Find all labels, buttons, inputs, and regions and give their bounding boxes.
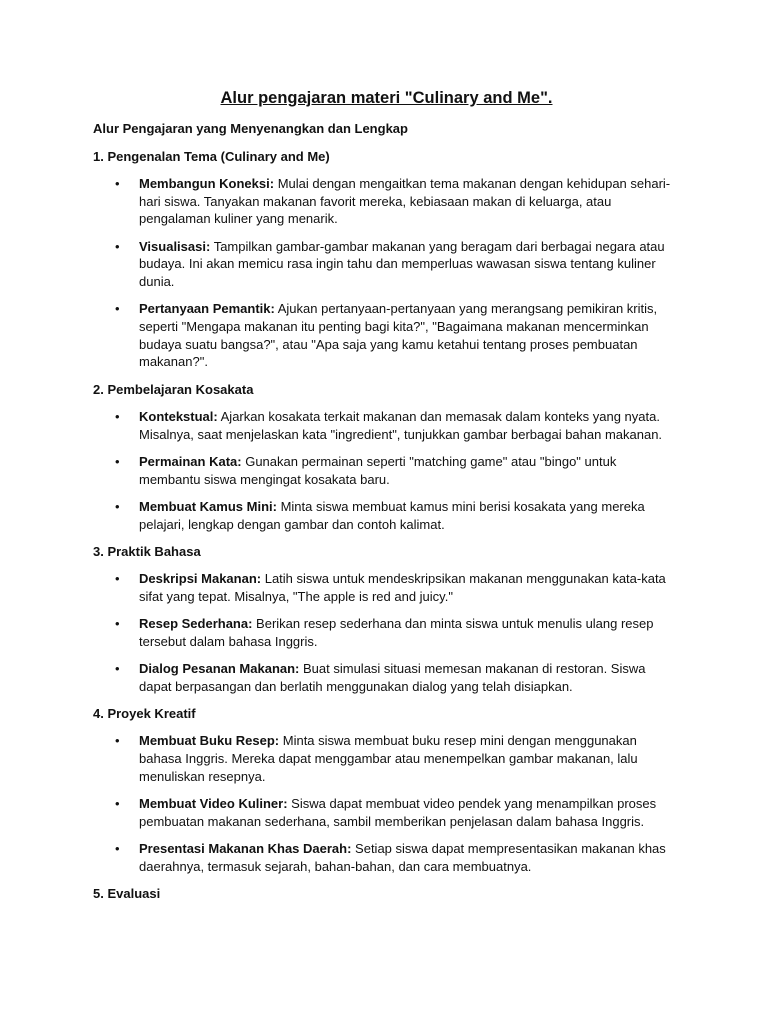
- bullet-term: Kontekstual:: [139, 409, 218, 425]
- section-heading: 3. Praktik Bahasa: [93, 544, 201, 560]
- bullet-text: Ajukan pertanyaan-pertanyaan yang merangsang pemikiran kritis, seperti "Mengapa makanan itu penting bagi kita?", "Bagaimana makanan mencerminkan budaya suatu bangsa?", atau "Apa saja yang kamu ketahui tentang proses pembuatan makanan?".: [139, 301, 658, 370]
- bullet-term: Pertanyaan Pemantik:: [139, 301, 275, 317]
- section-heading: 5. Evaluasi: [93, 886, 161, 902]
- bullet-icon: •: [115, 498, 120, 514]
- list-item: [93, 300, 680, 371]
- bullet-text: Berikan resep sederhana dan minta siswa untuk menulis ulang resep tersebut dalam bahasa Inggris.: [139, 616, 654, 649]
- bullet-list: [93, 408, 680, 533]
- list-item: [93, 453, 680, 488]
- document-title: Alur pengajaran materi "Culinary and Me".: [220, 89, 553, 107]
- list-item: [93, 175, 680, 228]
- bullet-text: Siswa dapat membuat video pendek yang menampilkan proses pembuatan makanan sederhana, sambil memberikan penjelasan dalam bahasa Inggris.: [139, 796, 657, 829]
- bullet-term: Membuat Video Kuliner:: [139, 796, 288, 812]
- list-item: [93, 660, 680, 695]
- bullet-text: Tampilkan gambar-gambar makanan yang beragam dari berbagai negara atau budaya. Ini akan memicu rasa ingin tahu dan memperluas wawasan siswa tentang kuliner dunia.: [139, 238, 665, 290]
- list-item: [93, 840, 680, 875]
- section: [93, 885, 680, 902]
- list-item: [93, 615, 680, 650]
- bullet-term: Permainan Kata:: [139, 453, 242, 469]
- bullet-term: Deskripsi Makanan:: [139, 571, 262, 587]
- bullet-text: Minta siswa membuat buku resep mini dengan menggunakan bahasa Inggris. Mereka dapat menggambar atau menempelkan gambar makanan, lalu menuliskan resepnya.: [139, 733, 638, 784]
- bullet-icon: •: [115, 301, 120, 317]
- bullet-text: Gunakan permainan seperti "matching game" atau "bingo" untuk membantu siswa mengingat kosakata baru.: [139, 453, 617, 487]
- bullet-list: [93, 732, 680, 875]
- bullet-text: Latih siswa untuk mendeskripsikan makanan menggunakan kata-kata sifat yang tepat. Misalnya, "The apple is red and juicy.": [139, 571, 666, 604]
- bullet-text: Setiap siswa dapat mempresentasikan makanan khas daerahnya, termasuk sejarah, bahan-bahan, dan cara membuatnya.: [139, 840, 666, 874]
- bullet-text: Mulai dengan mengaitkan tema makanan dengan kehidupan sehari-hari siswa. Tanyakan makanan favorit mereka, kebiasaan makan di keluarga, atau pengalaman kuliner yang menarik.: [139, 176, 671, 227]
- list-item: [93, 795, 680, 830]
- document-subtitle: Alur Pengajaran yang Menyenangkan dan Lengkap: [93, 121, 408, 136]
- section-heading: 2. Pembelajaran Kosakata: [93, 382, 254, 398]
- bullet-term: Membangun Koneksi:: [139, 176, 275, 191]
- list-item: [93, 408, 680, 443]
- bullet-term: Membuat Kamus Mini:: [139, 498, 277, 514]
- list-item: [93, 238, 680, 291]
- bullet-icon: •: [115, 238, 120, 254]
- bullet-icon: •: [115, 409, 120, 425]
- section-heading: 1. Pengenalan Tema (Culinary and Me): [93, 149, 330, 164]
- bullet-term: Membuat Buku Resep:: [139, 733, 280, 749]
- bullet-icon: •: [115, 840, 120, 856]
- bullet-term: Presentasi Makanan Khas Daerah:: [139, 840, 352, 856]
- bullet-icon: •: [115, 796, 120, 812]
- bullet-icon: •: [115, 176, 120, 191]
- bullet-text: Ajarkan kosakata terkait makanan dan memasak dalam konteks yang nyata. Misalnya, saat menjelaskan kata "ingredient", tunjukkan gambar berbagai bahan makanan.: [139, 409, 663, 442]
- bullet-term: Visualisasi:: [139, 238, 211, 254]
- list-item: [93, 732, 680, 785]
- bullet-icon: •: [115, 661, 120, 677]
- section: [93, 705, 680, 875]
- section-heading: 4. Proyek Kreatif: [93, 706, 196, 722]
- list-item: [93, 498, 680, 533]
- section: [93, 148, 680, 371]
- bullet-icon: •: [115, 453, 120, 469]
- bullet-term: Resep Sederhana:: [139, 616, 253, 632]
- bullet-text: Minta siswa membuat kamus mini berisi kosakata yang mereka pelajari, lengkap dengan gambar dan contoh kalimat.: [139, 498, 645, 532]
- section: [93, 543, 680, 695]
- bullet-icon: •: [115, 616, 120, 632]
- sections-container: [93, 148, 680, 902]
- bullet-text: Buat simulasi situasi memesan makanan di restoran. Siswa dapat berpasangan dan berlatih menggunakan dialog yang telah disiapkan.: [139, 661, 646, 694]
- bullet-icon: •: [115, 571, 120, 587]
- list-item: [93, 570, 680, 605]
- bullet-list: [93, 570, 680, 695]
- bullet-term: Dialog Pesanan Makanan:: [139, 661, 300, 677]
- section: [93, 381, 680, 533]
- bullet-icon: •: [115, 733, 120, 749]
- bullet-list: [93, 175, 680, 371]
